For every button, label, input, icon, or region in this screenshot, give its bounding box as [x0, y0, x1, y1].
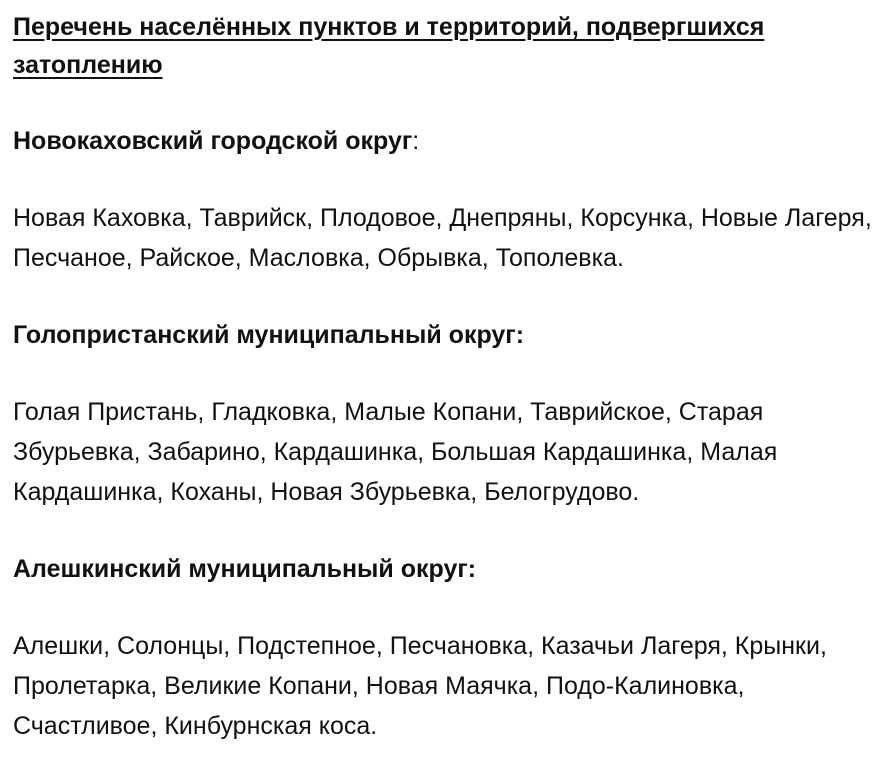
section-heading-colon: : [412, 127, 420, 155]
section-places: Алешки, Солонцы, Подстепное, Песчановка, Казачьи Лагеря, Крынки, Пролетарка, Великие Копани, Новая Маячка, Подо-Калиновка, Счастливое, Кинбурнская коса. [13, 632, 827, 740]
section-heading [13, 121, 885, 161]
section-heading [13, 549, 885, 589]
section-heading-text: Голопристанский муниципальный округ [13, 321, 516, 349]
section-golopristansky [13, 315, 885, 512]
section-aleshkinsky [13, 549, 885, 746]
section-heading-text: Новокаховский городской округ [13, 127, 413, 155]
document-title-text: Перечень населённых пунктов и территорий, подвергшихся затоплению [13, 13, 765, 79]
section-places: Голая Пристань, Гладковка, Малые Копани, Таврийское, Старая Збурьевка, Забарино, Кардашинка, Большая Кардашинка, Малая Кардашинка, Коханы, Новая Збурьевка, Белогрудово. [13, 398, 778, 506]
section-heading-colon: : [515, 321, 525, 349]
section-heading-colon: : [467, 555, 477, 583]
section-heading-text: Алешкинский муниципальный округ [13, 555, 468, 583]
document-title [13, 8, 881, 84]
section-novokakhovsky [13, 121, 885, 278]
section-heading [13, 315, 885, 355]
section-places: Новая Каховка, Таврийск, Плодовое, Днепряны, Корсунка, Новые Лагеря, Песчаное, Райское, Масловка, Обрывка, Тополевка. [13, 204, 872, 272]
document [13, 8, 885, 746]
